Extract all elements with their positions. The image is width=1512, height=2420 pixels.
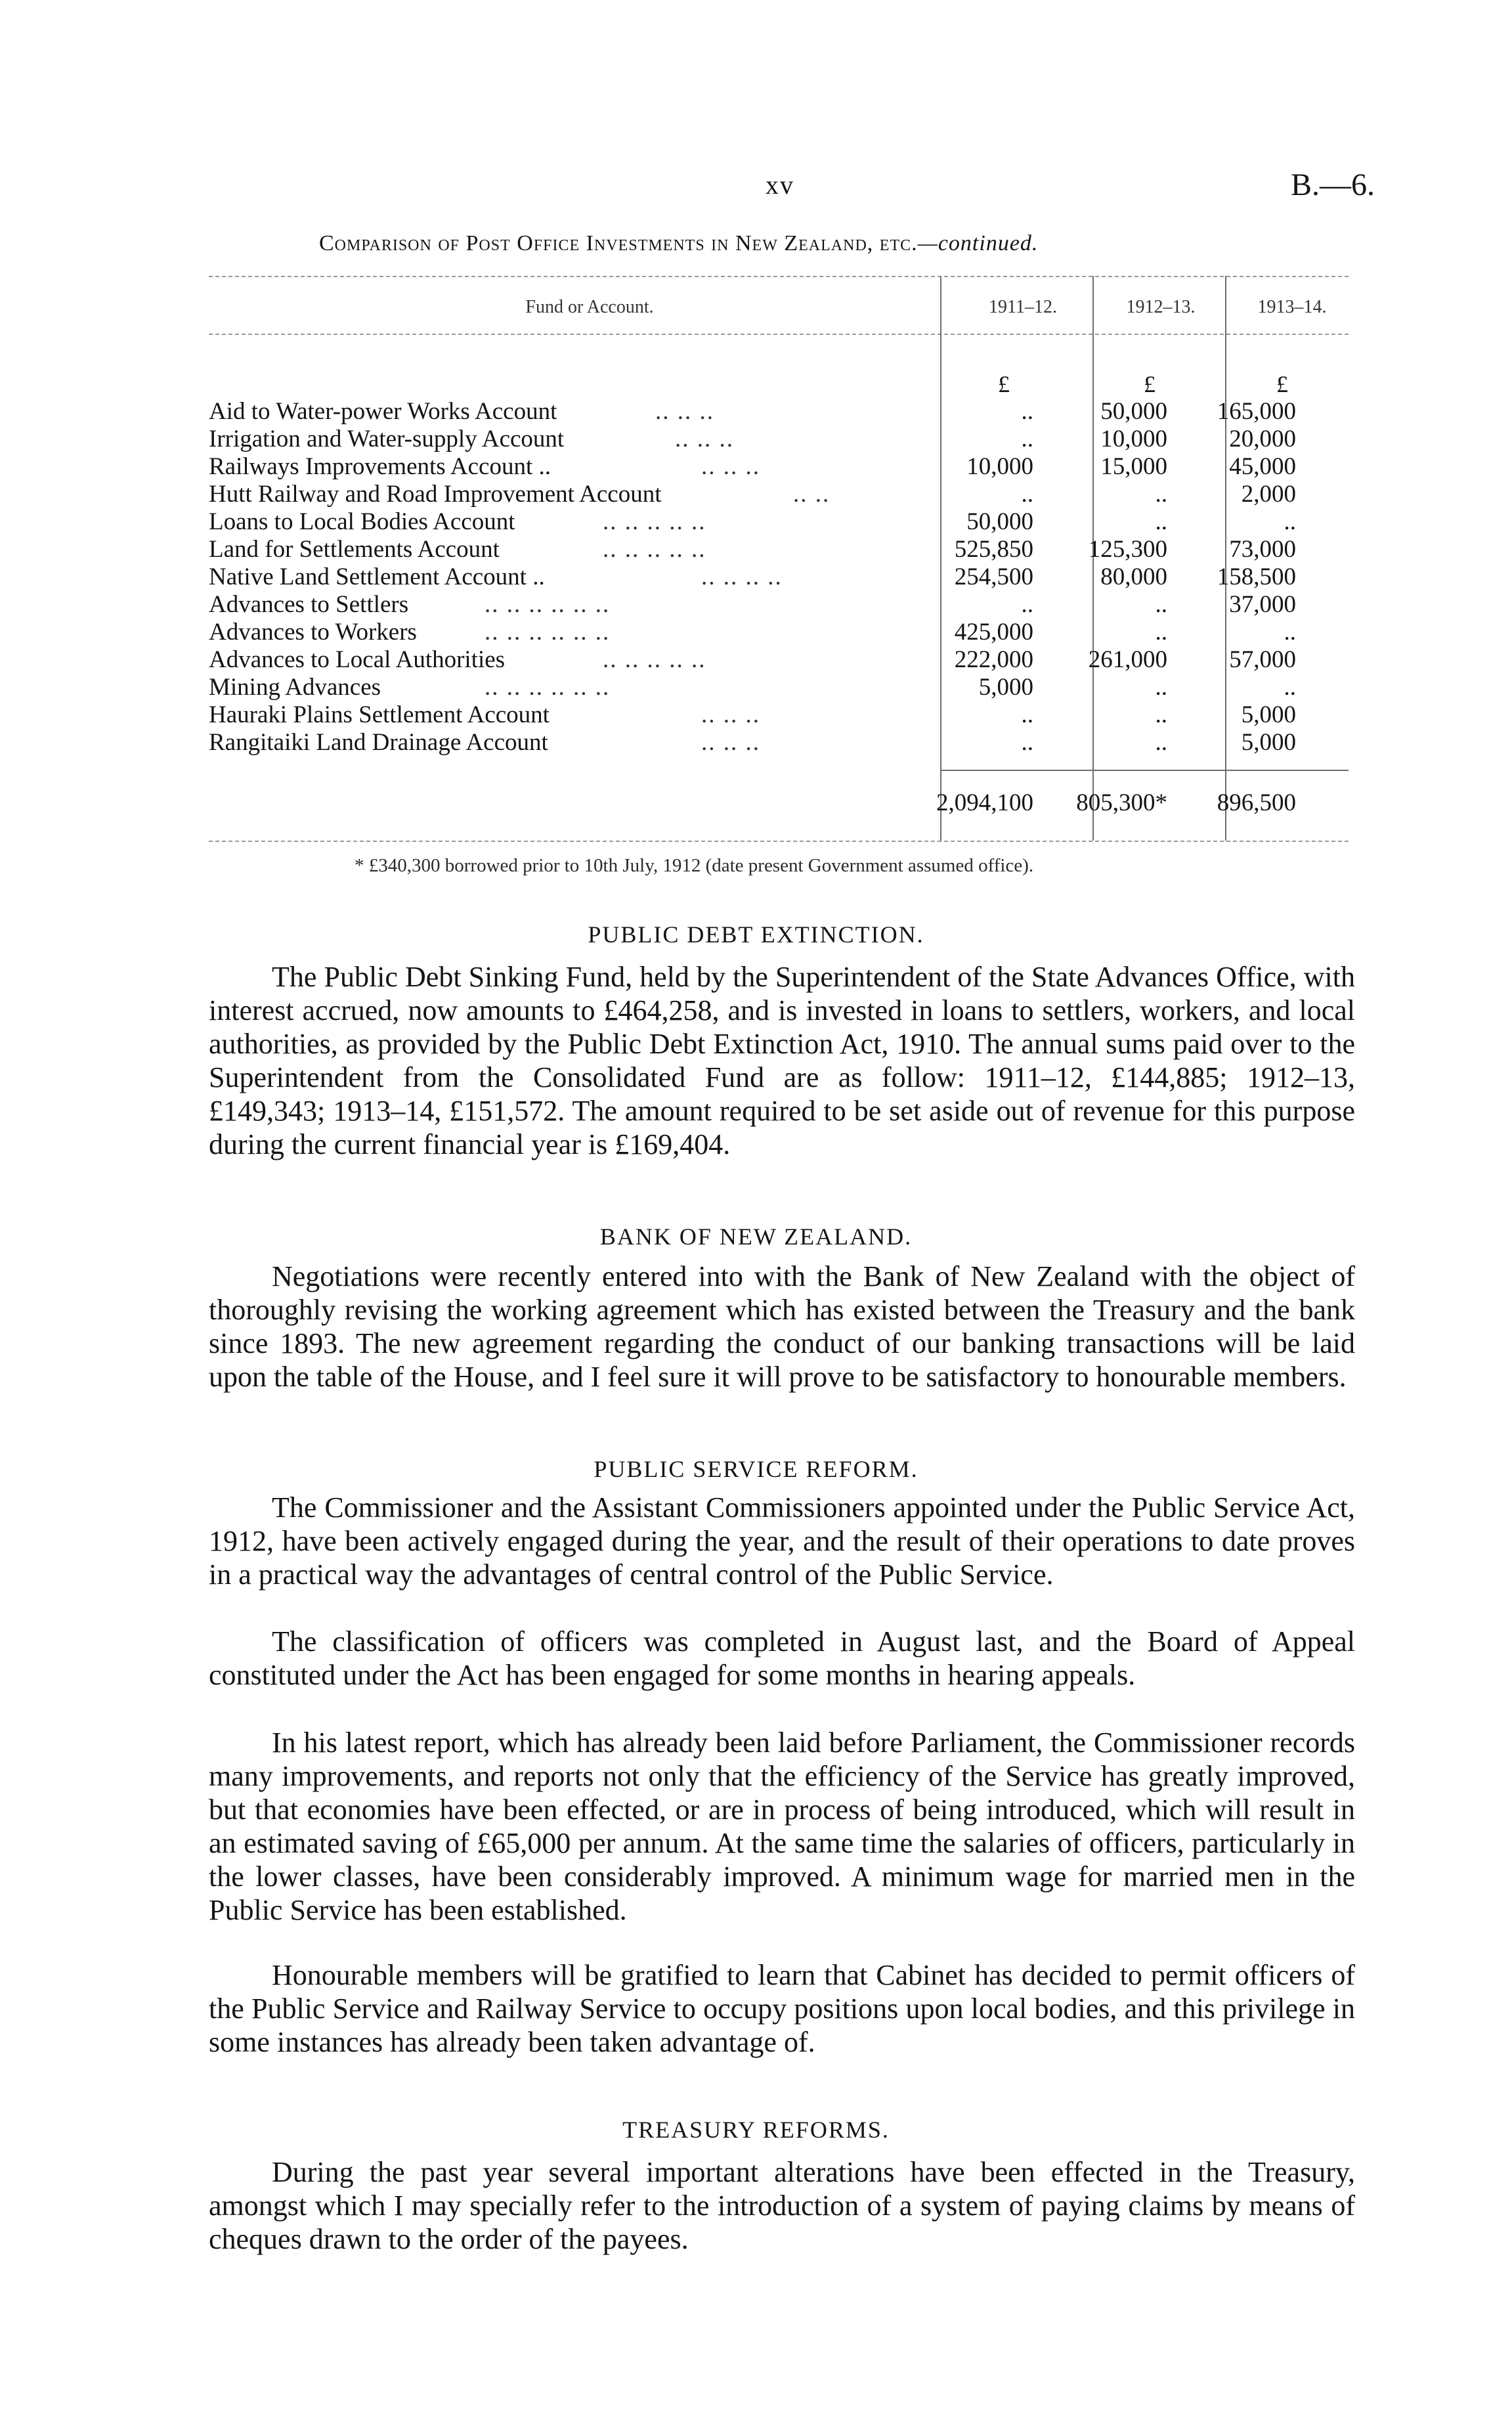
table-row (209, 453, 1349, 481)
row-label: Rangitaiki Land Drainage Account (209, 729, 548, 756)
row-label: Advances to Local Authorities (209, 646, 506, 673)
table-bottom-rule (209, 841, 1349, 842)
value-1911: .. (1021, 426, 1033, 452)
value-1912: .. (1155, 481, 1167, 508)
row-label: Loans to Local Bodies Account (209, 508, 515, 535)
row-label: Railways Improvements Account .. (209, 453, 551, 480)
value-1911: 425,000 (954, 619, 1033, 646)
column-header-year-3: 1913–14. (1257, 297, 1327, 317)
paragraph-treasury: During the past year several important alterations have been effected in the Treasury, amongst which I may specially refer to the introduction of a system of paying claims by means of cheques drawn to the order of the payees. (209, 2156, 1355, 2255)
row-label: Irrigation and Water-supply Account (209, 426, 565, 452)
value-1912: 261,000 (1088, 646, 1167, 673)
value-1911: .. (1021, 701, 1033, 728)
value-1913: 2,000 (1241, 481, 1296, 508)
paragraph-public-service-3: In his latest report, which has already been laid before Parliament, the Commissioner records many improvements, and reports not only that the efficiency of the Service has greatly improved, but that economies have been effected, or are in process of being introduced, which will result in an estimated saving of £65,000 per annum. At the same time the salaries of officers, particularly in the lower classes, have been considerably improved. A minimum wage for married men in the Public Service has been established. (209, 1727, 1355, 1926)
row-label: Native Land Settlement Account .. (209, 563, 545, 590)
value-1913: 5,000 (1241, 701, 1296, 728)
value-1913: 158,500 (1217, 563, 1296, 590)
value-1912: 80,000 (1100, 563, 1167, 590)
row-label: Hauraki Plains Settlement Account (209, 701, 550, 728)
value-1912: .. (1155, 591, 1167, 618)
value-1913: .. (1284, 619, 1296, 646)
value-1913: .. (1284, 674, 1296, 701)
row-label: Land for Settlements Account (209, 536, 500, 563)
leader-dots: .. .. .. (701, 701, 760, 728)
leader-dots: .. .. .. .. .. .. (485, 674, 611, 701)
paragraph-bank: Negotiations were recently entered into with the Bank of New Zealand with the object of thoroughly revising the working agreement which has existed between the Treasury and the bank since 1893. The new agreement regarding the conduct of our banking transactions will be laid upon the table of the House, and I feel sure it will prove to be satisfactory to honourable members. (209, 1260, 1355, 1393)
value-1911: .. (1021, 481, 1033, 508)
leader-dots: .. .. (793, 481, 831, 508)
table-row (209, 646, 1349, 674)
value-1913: 57,000 (1229, 646, 1296, 673)
leader-dots: .. .. .. (701, 729, 760, 756)
table-row (209, 536, 1349, 563)
paragraph-public-service-2: The classification of officers was completed in August last, and the Board of Appeal constituted under the Act has been engaged for some months in hearing appeals. (209, 1625, 1355, 1691)
paragraph-public-debt: The Public Debt Sinking Fund, held by the Superintendent of the State Advances Office, with interest accrued, now amounts to £464,258, and is invested in loans to settlers, workers, and local authorities, as provided by the Public Debt Extinction Act, 1910. The annual sums paid over to the Superintendent from the Consolidated Fund are as follow: 1911–12, £144,885; 1912–13, £149,343; 1913–14, £151,572. The amount required to be set aside out of revenue for this purpose during the current financial year is £169,404. (209, 961, 1355, 1160)
paper-reference: B.—6. (1291, 167, 1375, 202)
value-1911: .. (1021, 729, 1033, 756)
value-1912: .. (1155, 508, 1167, 535)
value-1911: 10,000 (966, 453, 1033, 480)
leader-dots: .. .. .. (701, 453, 760, 480)
value-1913: 37,000 (1229, 591, 1296, 618)
table-row (209, 619, 1349, 646)
leader-dots: .. .. .. .. (701, 563, 783, 590)
value-1912: .. (1155, 701, 1167, 728)
value-1912: 10,000 (1100, 426, 1167, 452)
table-title-suffix: —continued. (917, 231, 1039, 255)
value-1912: 125,300 (1088, 536, 1167, 563)
value-1912: .. (1155, 619, 1167, 646)
page-folio: xv (766, 170, 794, 200)
value-1913: 45,000 (1229, 453, 1296, 480)
table-row (209, 674, 1349, 701)
value-1913: 73,000 (1229, 536, 1296, 563)
column-header-fund: Fund or Account. (525, 297, 654, 317)
value-1912: 50,000 (1100, 398, 1167, 425)
table-top-rule (209, 276, 1349, 277)
table-row (209, 563, 1349, 591)
column-header-year-2: 1912–13. (1126, 297, 1196, 317)
total-1913: 896,500 (1217, 789, 1296, 816)
value-1911: 254,500 (954, 563, 1033, 590)
total-1912: 805,300* (1076, 789, 1167, 816)
table-row (209, 426, 1349, 453)
value-1911: 50,000 (966, 508, 1033, 535)
table-row (209, 701, 1349, 729)
value-1912: .. (1155, 729, 1167, 756)
value-1913: 20,000 (1229, 426, 1296, 452)
value-1911: 525,850 (954, 536, 1033, 563)
unit-symbol-2: £ (1144, 371, 1156, 397)
table-title-main: Comparison of Post Office Investments in New Zealand, etc. (319, 231, 918, 255)
row-label: Mining Advances (209, 674, 381, 701)
leader-dots: .. .. .. (675, 426, 734, 452)
value-1911: 222,000 (954, 646, 1033, 673)
leader-dots: .. .. .. .. .. (603, 646, 706, 673)
row-label: Hutt Railway and Road Improvement Account (209, 481, 662, 508)
unit-symbol-3: £ (1276, 371, 1288, 397)
leader-dots: .. .. .. .. .. (603, 536, 706, 563)
table-row (209, 729, 1349, 757)
totals-rule (940, 770, 1349, 771)
value-1913: 5,000 (1241, 729, 1296, 756)
paragraph-public-service-1: The Commissioner and the Assistant Commissioners appointed under the Public Service Act, 1912, have been actively engaged during the year, and the result of their operations to date proves in a practical way the advantages of central control of the Public Service. (209, 1491, 1355, 1591)
leader-dots: .. .. .. (655, 398, 714, 425)
column-header-year-1: 1911–12. (989, 297, 1057, 317)
row-label: Advances to Workers (209, 619, 417, 646)
leader-dots: .. .. .. .. .. .. (485, 619, 611, 646)
table-row (209, 398, 1349, 426)
value-1912: .. (1155, 674, 1167, 701)
table-footnote: * £340,300 borrowed prior to 10th July, 1912 (date present Government assumed office). (355, 855, 1034, 876)
paragraph-public-service-4: Honourable members will be gratified to learn that Cabinet has decided to permit officers of the Public Service and Railway Service to occupy positions upon local bodies, and this privilege in some instances has already been taken advantage of. (209, 1959, 1355, 2058)
table-title (319, 231, 1238, 256)
leader-dots: .. .. .. .. .. .. (485, 591, 611, 618)
row-label: Aid to Water-power Works Account (209, 398, 557, 425)
value-1912: 15,000 (1100, 453, 1167, 480)
unit-symbol-1: £ (998, 371, 1010, 397)
table-row (209, 481, 1349, 508)
row-label: Advances to Settlers (209, 591, 409, 618)
table-row (209, 508, 1349, 536)
totals-row (209, 789, 1349, 817)
section-heading-public-service: PUBLIC SERVICE REFORM. (594, 1456, 918, 1482)
value-1913: .. (1284, 508, 1296, 535)
section-heading-treasury: TREASURY REFORMS. (622, 2117, 890, 2143)
section-heading-bank: BANK OF NEW ZEALAND. (599, 1223, 913, 1250)
section-heading-public-debt: PUBLIC DEBT EXTINCTION. (588, 921, 924, 948)
value-1911: 5,000 (978, 674, 1033, 701)
value-1911: .. (1021, 591, 1033, 618)
value-1913: 165,000 (1217, 398, 1296, 425)
value-1911: .. (1021, 398, 1033, 425)
leader-dots: .. .. .. .. .. (603, 508, 706, 535)
table-header-rule (209, 334, 1349, 335)
table-row (209, 591, 1349, 619)
total-1911: 2,094,100 (936, 789, 1033, 816)
